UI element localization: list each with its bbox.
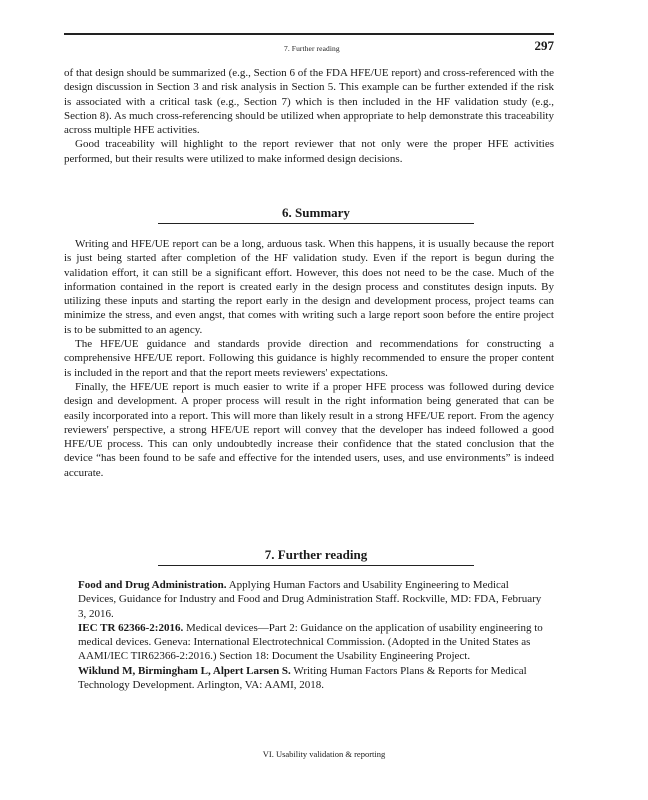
- reference-item: [78, 578, 548, 621]
- summary-paragraph: Writing and HFE/UE report can be a long, arduous task. When this happens, it is usually because the report is just being started after completion of the HF validation study. Even if the report is begun during the validation effort, it can still be a significant effort. However, this does not need to be the case. Much of the information contained in the report is created early in the design process and constitutes design inputs. By utilizing these inputs and starting the report early in the design and development process, project teams can minimize the stress, and even angst, that comes with writing such a large report soon before the entire project is to be submitted to an agency.: [64, 238, 554, 336]
- further-reading-heading-title: 7. Further reading: [264, 547, 368, 562]
- further-reading-heading-rule: [158, 565, 474, 566]
- page-footer: VI. Usability validation & reporting: [262, 749, 386, 759]
- summary-paragraph: Finally, the HFE/UE report is much easier to write if a proper HFE process was followed during device design and development. A proper process will result in the right information being generated that can be easily incorporated into a report. This will more than likely result in a strong HFE/UE report. From the agency reviewers' perspective, a strong HFE/UE report will convey that the developer has indeed followed a good HFE/UE process. This can only undoubtedly increase their confidence that the stated conclusion that the device “has been found to be safe and effective for the intended users, uses, and use environments” is indeed accurate.: [64, 380, 554, 479]
- intro-paragraph: of that design should be summarized (e.g., Section 6 of the FDA HFE/UE report) and cross-referenced with the design discussion in Section 3 and risk analysis in Section 5. This example can be further extended if the risk is associated with a critical task (e.g., Section 7) which is then included in the HF validation study (e.g., Section 8). As much cross-referencing should be utilized when appropriate to help demonstrate this traceability across multiple HFE activities.: [64, 67, 554, 137]
- reference-item: [78, 664, 548, 693]
- reference-list: [78, 578, 548, 692]
- summary-text: [64, 237, 554, 480]
- further-reading-heading: [158, 547, 474, 566]
- running-head: [64, 38, 554, 58]
- reference-author: IEC TR 62366-2:2016.: [78, 621, 184, 634]
- summary-heading: [158, 205, 474, 224]
- reference-author: Wiklund M, Birmingham L, Alpert Larsen S.: [78, 664, 291, 677]
- reference-text: Medical devices—Part 2: Guidance on the application of usability engineering to medical devices. Geneva: International Electrotechnical Commission. (Adopted in the United States as AAMI/IEC TIR62366-2:2016.) Section 18: Document the Usability Engineering Project.: [78, 621, 543, 663]
- page-number: 297: [534, 38, 554, 53]
- reference-text: Applying Human Factors and Usability Engineering to Medical Devices, Guidance for Industry and Food and Drug Administration Staff. Rockville, MD: FDA, February 3, 2016.: [78, 579, 542, 620]
- intro-text: [64, 66, 554, 166]
- reference-text: Writing Human Factors Plans & Reports for Medical Technology Development. Arlington, VA: AAMI, 2018.: [78, 664, 527, 692]
- summary-heading-rule: [158, 223, 474, 224]
- reference-author: Food and Drug Administration.: [78, 579, 227, 591]
- running-title: 7. Further reading: [284, 44, 340, 53]
- summary-paragraph: The HFE/UE guidance and standards provide direction and recommendations for constructing a comprehensive HFE/UE report. Following this guidance is highly recommended to ensure the proper content is included in the report and that the report meets reviewers' expectations.: [64, 338, 554, 379]
- reference-item: [78, 621, 548, 664]
- summary-heading-title: 6. Summary: [282, 205, 350, 220]
- header-rule: [64, 33, 554, 35]
- intro-paragraph: Good traceability will highlight to the report reviewer that not only were the proper HFE activities performed, but their results were utilized to make informed design decisions.: [64, 138, 554, 165]
